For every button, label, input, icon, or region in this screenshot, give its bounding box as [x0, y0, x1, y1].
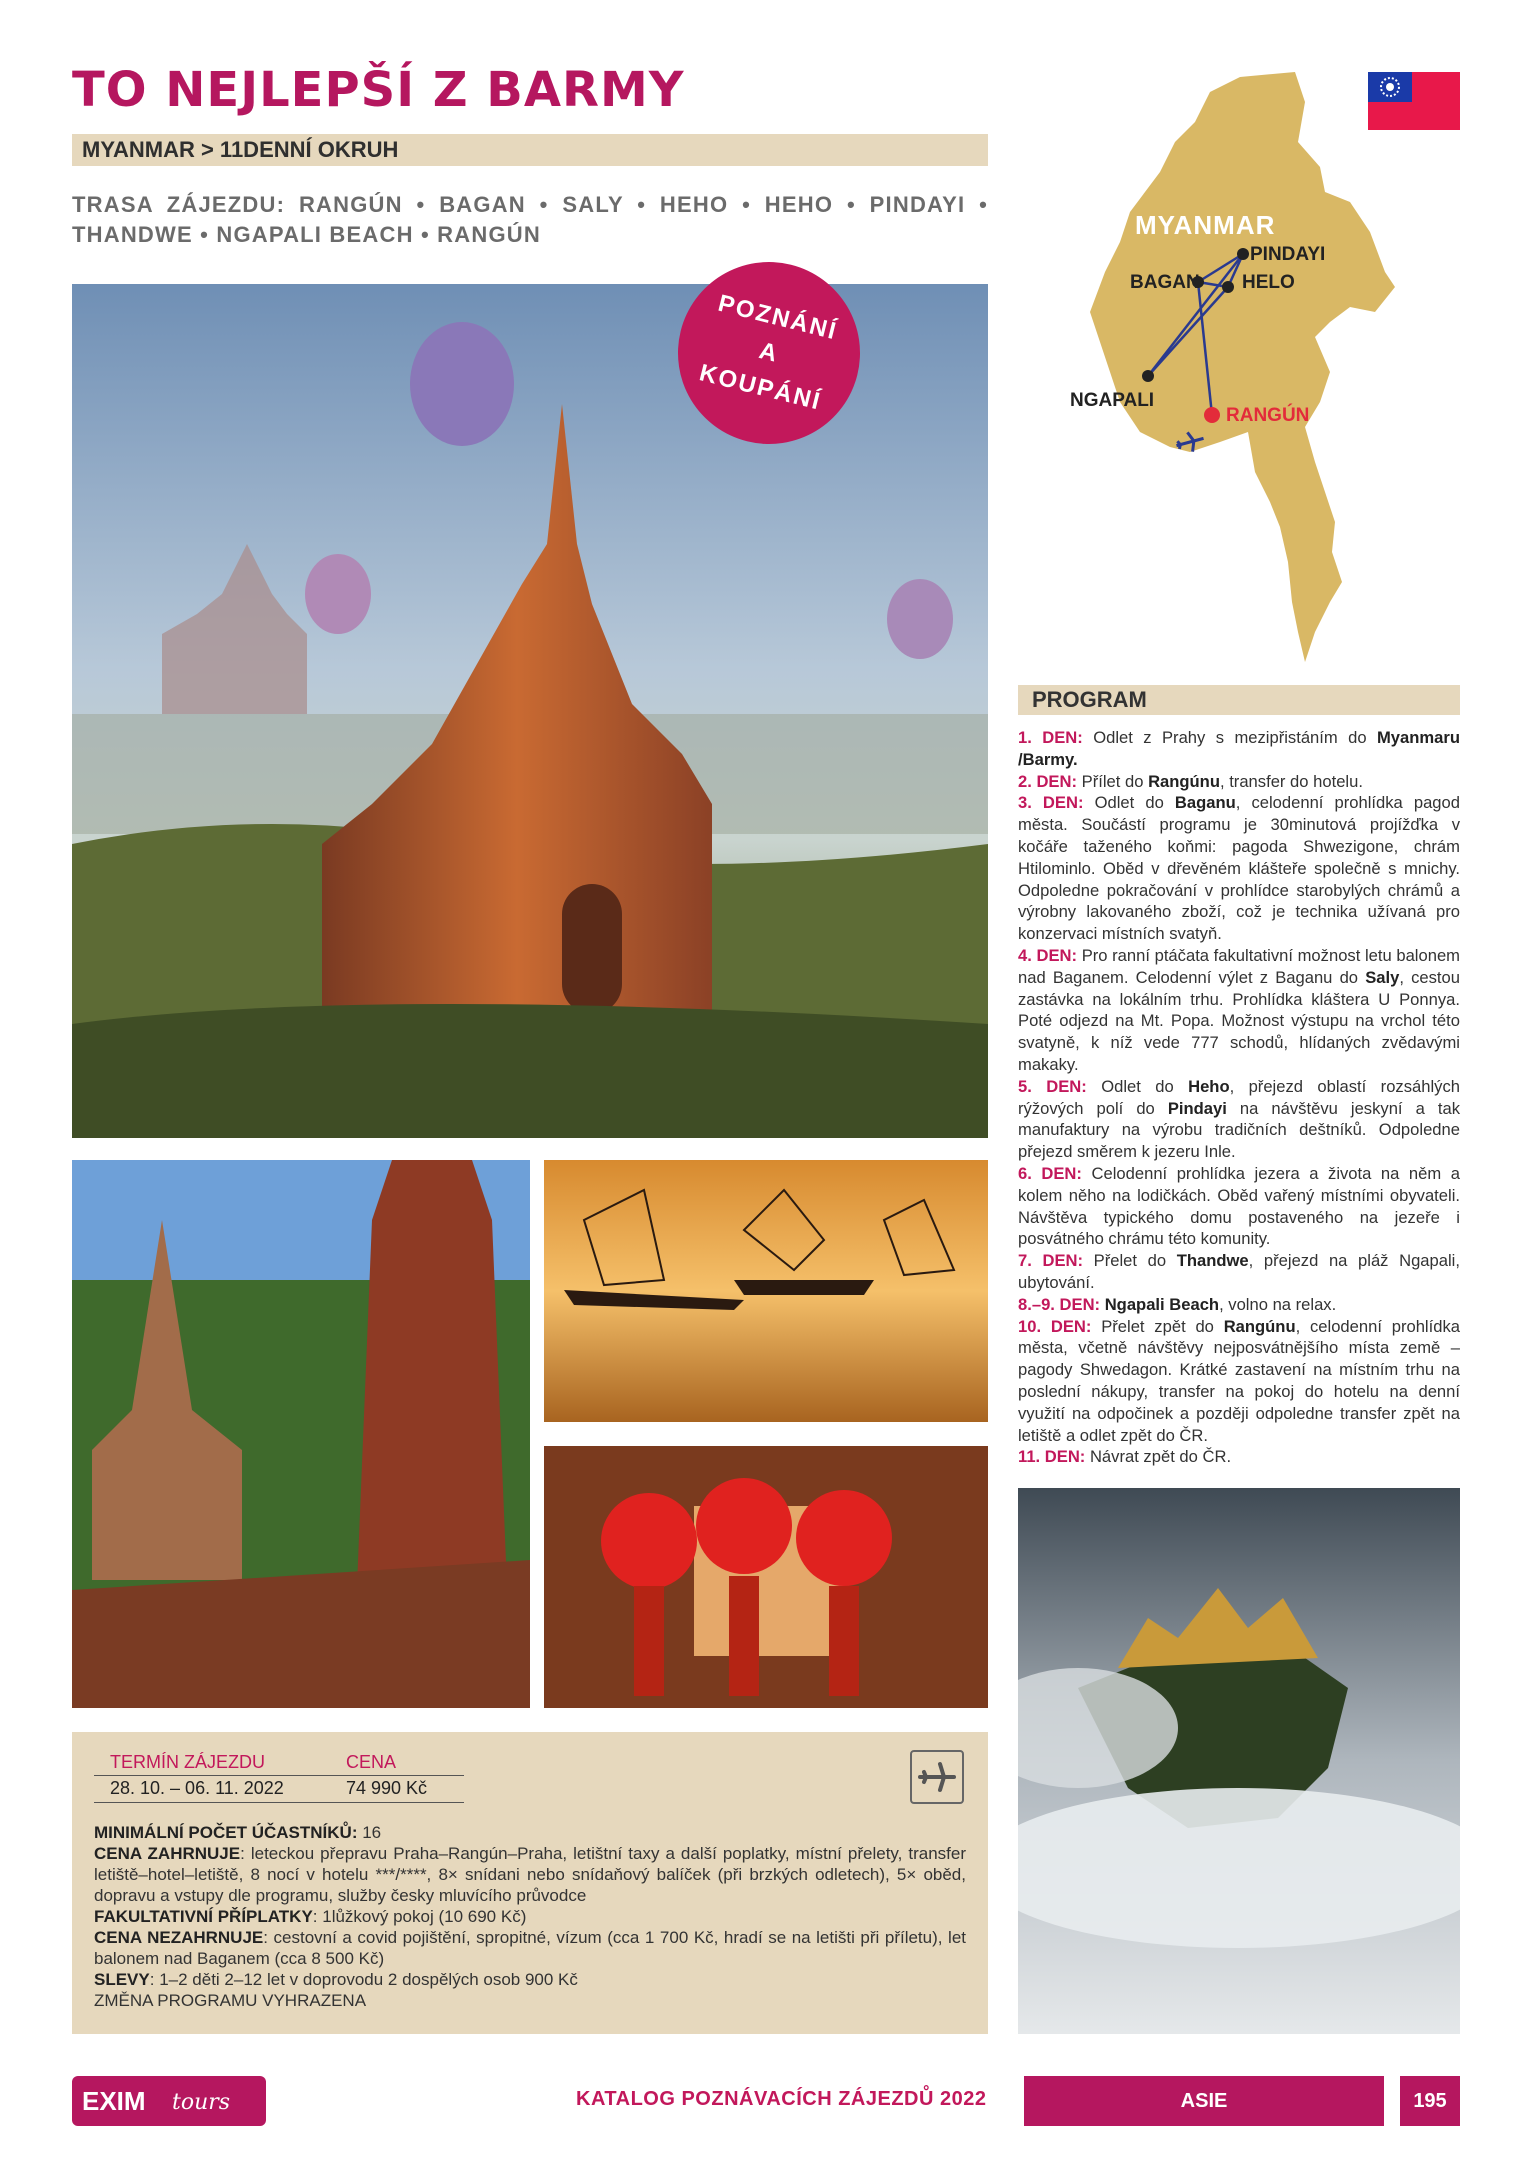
program-list	[1018, 727, 1460, 1468]
price-includes: CENA ZAHRNUJE: leteckou přepravu Praha–Rangún–Praha, letištní taxy a další poplatky, místní přelety, transfer letiště–hotel–letiště, 8 nocí v hotelu ***/****, 8× snídani nebo snídaňový balíček (při brzkých odletech), 5× oběd, dopravu a vstupy dle programu, služby česky mluvícího průvodce	[94, 1844, 967, 1905]
program-heading: PROGRAM	[1018, 685, 1460, 715]
badge-line-3: KOUPÁNÍ	[696, 359, 825, 416]
program-day-5: 5. DEN: Odlet do Heho, přejezd oblastí rozsáhlých rýžových polí do Pindayi na návštěvu jeskyní a tak manufaktury na výrobu tradičních deštníků. Odpoledne přejezd směrem k jezeru Inle.	[1018, 1076, 1461, 1162]
price-excludes: CENA NEZAHRNUJE: cestovní a covid pojištění, spropitné, vízum (cca 1 700 Kč, hradí se na letišti při příletu), let balonem nad Baganem (cca 8 500 Kč)	[94, 1928, 966, 1968]
program-day-2: 2. DEN: Přílet do Rangúnu, transfer do hotelu.	[1018, 771, 1363, 791]
map-graphic	[1030, 72, 1420, 672]
myanmar-map	[1030, 72, 1420, 672]
badge-line-1: POZNÁNÍ	[715, 289, 841, 346]
mount-popa-illustration	[1018, 1488, 1460, 2034]
tour-route: TRASA ZÁJEZDU: RANGÚN • BAGAN • SALY • HEHO • HEHO • PINDAYI • THANDWE • NGAPALI BEACH • RANGÚN	[72, 192, 988, 247]
optional-surcharges: FAKULTATIVNÍ PŘÍPLATKY: 1lůžkový pokoj (10 690 Kč)	[94, 1907, 527, 1926]
flight-transport-icon	[910, 1750, 964, 1804]
page-title: TO NEJLEPŠÍ Z BARMY	[72, 62, 685, 118]
tour-conditions	[94, 1822, 966, 2011]
logo-tours: tours	[172, 2090, 231, 2115]
min-participants: MINIMÁLNÍ POČET ÚČASTNÍKŮ: 16	[94, 1823, 382, 1842]
term-value: 28. 10. – 06. 11. 2022	[110, 1778, 284, 1798]
table-divider-bottom	[94, 1802, 464, 1803]
airplane-icon	[912, 1752, 962, 1802]
section-label: ASIE	[1024, 2076, 1384, 2126]
tour-info-box	[72, 1732, 988, 2034]
program-day-11: 11. DEN: Návrat zpět do ČR.	[1018, 1447, 1232, 1467]
price-value: 74 990 Kč	[346, 1778, 428, 1798]
map-city-bagan: BAGAN	[1130, 272, 1200, 293]
map-city-helo: HELO	[1242, 272, 1295, 293]
monks-umbrellas-photo	[544, 1446, 988, 1708]
badge-line-2: A	[756, 337, 782, 368]
map-city-pindayi: PINDAYI	[1250, 244, 1326, 265]
map-country-label: MYANMAR	[1135, 210, 1276, 240]
inle-fishermen-photo	[544, 1160, 988, 1422]
destination-subtitle: MYANMAR > 11DENNÍ OKRUH	[72, 134, 988, 166]
program-day-1: 1. DEN: Odlet z Prahy s mezipřistáním do Myanmaru /Barmy.	[1018, 728, 1460, 769]
bagan-temple-illustration	[72, 284, 988, 1138]
pagodas-photo	[72, 1160, 530, 1708]
exim-tours-logo	[72, 2076, 266, 2126]
table-divider-top	[94, 1775, 464, 1776]
logo-exim: EXIM	[82, 2086, 146, 2116]
program-day-6: 6. DEN: Celodenní prohlídka jezera a života na něm a kolem něho na lodičkách. Oběd vařený místními obyvateli. Návštěva typického domu postaveného na jezeře i posvátného chrámu této komunity.	[1018, 1163, 1460, 1249]
program-day-8-9: 8.–9. DEN: Ngapali Beach, volno na relax.	[1018, 1294, 1337, 1314]
program-change-note: ZMĚNA PROGRAMU VYHRAZENA	[94, 1991, 367, 2010]
page-number: 195	[1400, 2076, 1460, 2126]
map-city-ngapali: NGAPALI	[1070, 390, 1155, 411]
discounts: SLEVY: 1–2 děti 2–12 let v doprovodu 2 dospělých osob 900 Kč	[94, 1970, 578, 1989]
term-label: TERMÍN ZÁJEZDU	[110, 1752, 265, 1772]
mount-popa-photo	[1018, 1488, 1460, 2034]
fishermen-illustration	[544, 1160, 988, 1422]
price-label: CENA	[346, 1752, 397, 1772]
program-day-10: 10. DEN: Přelet zpět do Rangúnu, celodenní prohlídka města, včetně návštěvy nejposvátnějšího místa země – pagody Shwedagon. Krátké zastavení na místním trhu na poslední nákupy, transfer na pokoj do hotelu na denní využití na odpočinek a později odpoledne transfer zpět na letiště a odlet zpět do ČR.	[1018, 1316, 1460, 1445]
program-day-7: 7. DEN: Přelet do Thandwe, přejezd na pláž Ngapali, ubytování.	[1018, 1251, 1460, 1292]
catalog-name: KATALOG POZNÁVACÍCH ZÁJEZDŮ 2022	[576, 2088, 987, 2110]
program-day-4: 4. DEN: Pro ranní ptáčata fakultativní možnost letu balonem nad Baganem. Celodenní výlet z Baganu do Saly, cestou zastávka na lokálním trhu. Prohlídka kláštera U Ponnya. Poté odjezd na Mt. Popa. Možnost výstupu na vrchol této svatyně, k níž vede 777 schodů, hlídaných zvědavými makaky.	[1018, 945, 1460, 1074]
map-city-rangun: RANGÚN	[1226, 405, 1310, 426]
pagodas-illustration	[72, 1160, 530, 1708]
monks-illustration	[544, 1446, 988, 1708]
bagan-temple-photo	[72, 284, 988, 1138]
program-day-3: 3. DEN: Odlet do Baganu, celodenní prohlídka pagod města. Součástí programu je 30minutová projížďka v kočáře taženého koňmi: pagoda Shwezigone, chrám Htilominlo. Oběd v dřevěném klášteře společně s mnichy. Odpoledne pokračování v prohlídce starobylých chrámů a výrobny lakovaného zboží, což je technika užívaná pro konzervaci místních svatyň.	[1018, 793, 1460, 944]
